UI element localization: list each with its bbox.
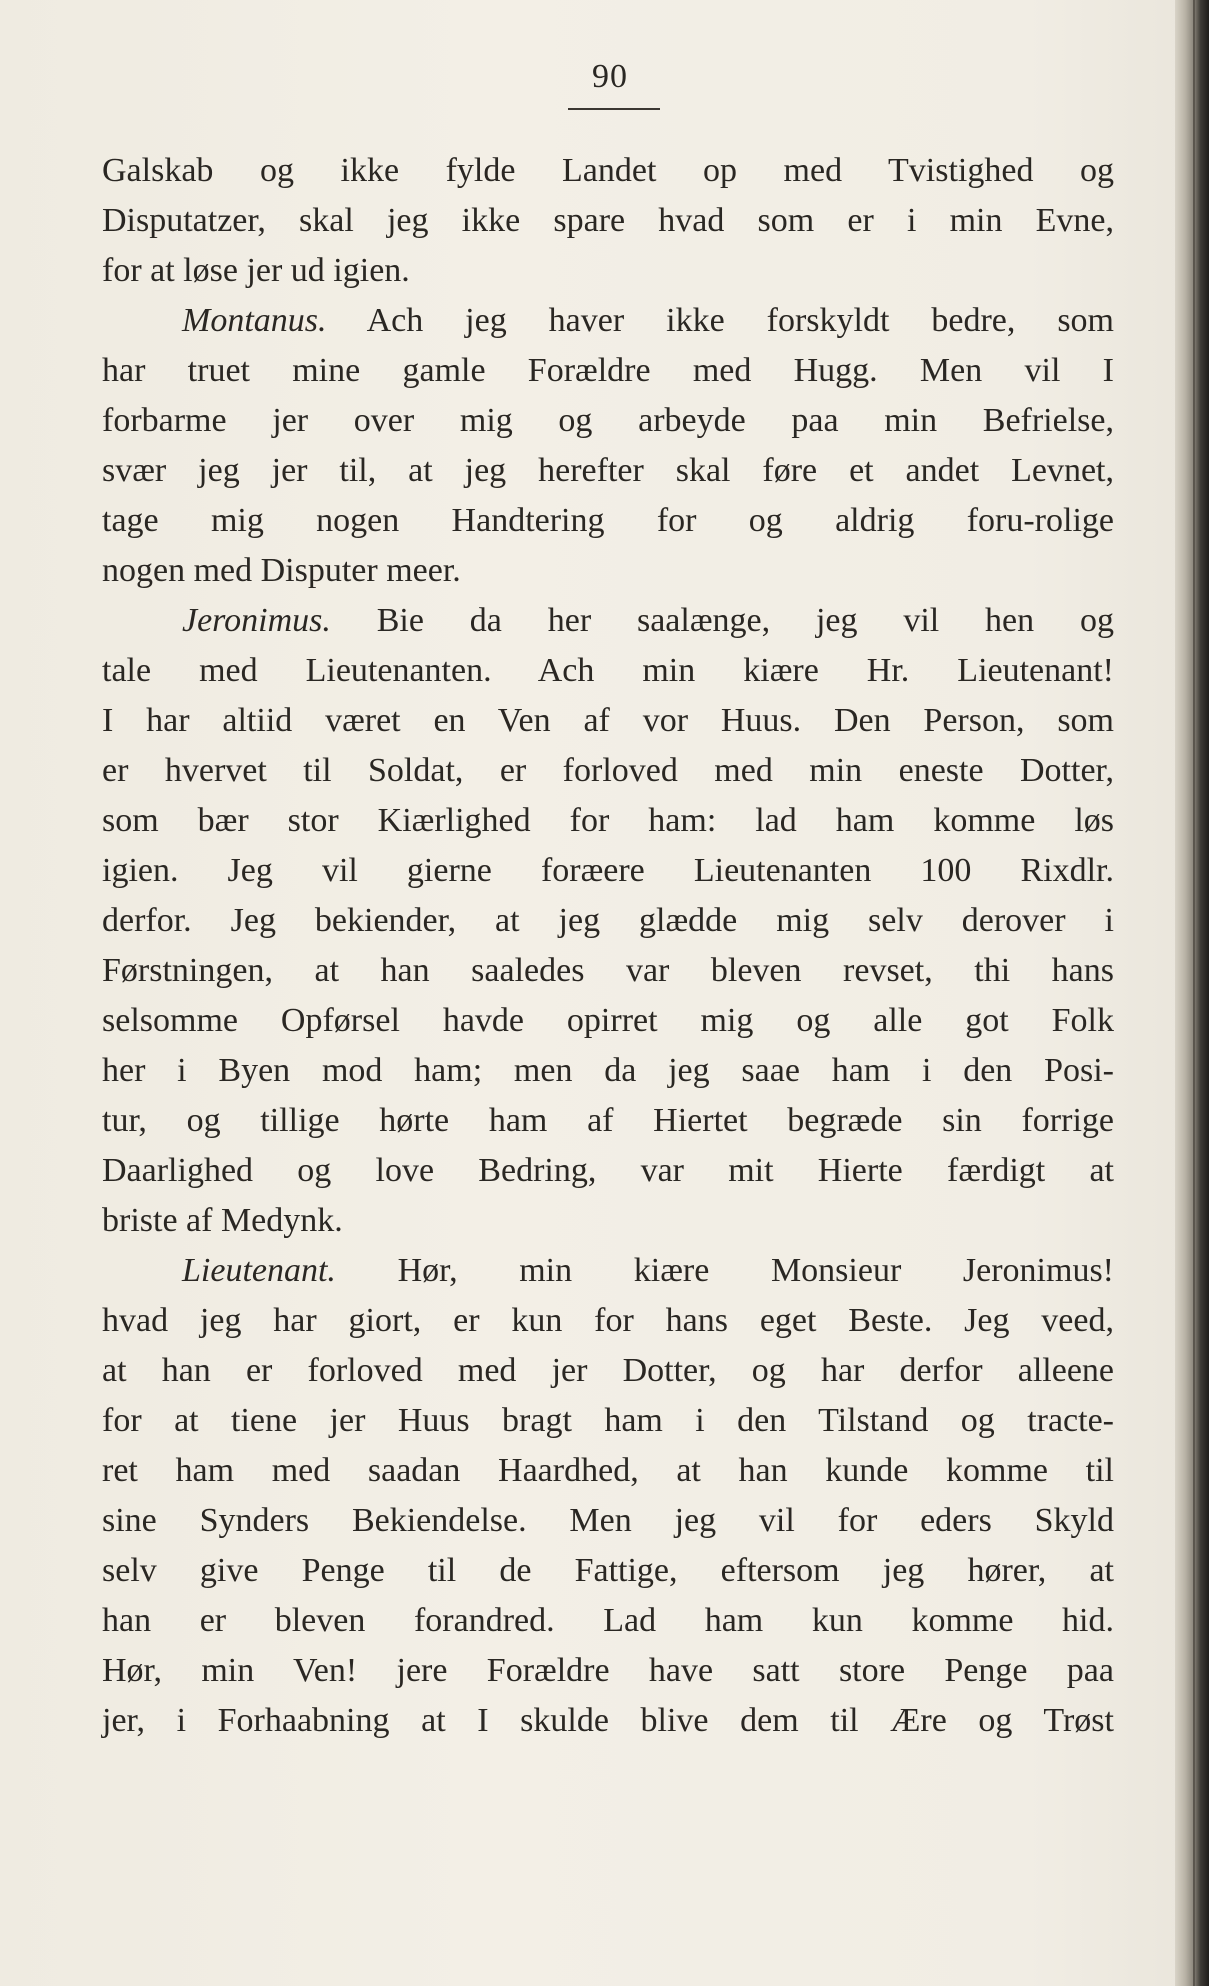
text-line: her i Byen mod ham; men da jeg saae ham i den Posi- bbox=[102, 1052, 1114, 1089]
page-binding-edge bbox=[1175, 0, 1209, 1986]
text-line: tur, og tillige hørte ham af Hiertet begræde sin forrige bbox=[102, 1102, 1114, 1139]
text-line: Førstningen, at han saaledes var bleven revset, thi hans bbox=[102, 952, 1114, 989]
text-line: er hvervet til Soldat, er forloved med min eneste Dotter, bbox=[102, 752, 1114, 789]
text-line: igien. Jeg vil gierne foræere Lieutenanten 100 Rixdlr. bbox=[102, 852, 1114, 889]
page-number: 90 bbox=[592, 58, 628, 95]
speech-line-montanus: Montanus. Ach jeg haver ikke forskyldt bedre, som bbox=[182, 302, 1114, 339]
text-line: har truet mine gamle Forældre med Hugg. Men vil I bbox=[102, 352, 1114, 389]
text-line: selv give Penge til de Fattige, eftersom jeg hører, at bbox=[102, 1552, 1114, 1589]
text-line: for at tiene jer Huus bragt ham i den Tilstand og tracte- bbox=[102, 1402, 1114, 1439]
text-line: Hør, min Ven! jere Forældre have satt store Penge paa bbox=[102, 1652, 1114, 1689]
speech-line-jeronimus: Jeronimus. Bie da her saalænge, jeg vil hen og bbox=[182, 602, 1114, 639]
text-line: selsomme Opførsel havde opirret mig og alle got Folk bbox=[102, 1002, 1114, 1039]
text-line: svær jeg jer til, at jeg herefter skal føre et andet Levnet, bbox=[102, 452, 1114, 489]
text-line: for at løse jer ud igien. bbox=[102, 252, 410, 289]
speech-line-lieutenant: Lieutenant. Hør, min kiære Monsieur Jeronimus! bbox=[182, 1252, 1114, 1289]
text-line: han er bleven forandred. Lad ham kun komme hid. bbox=[102, 1602, 1114, 1639]
text-line: forbarme jer over mig og arbeyde paa min Befrielse, bbox=[102, 402, 1114, 439]
text-line: derfor. Jeg bekiender, at jeg glædde mig selv derover i bbox=[102, 902, 1114, 939]
text-line: tale med Lieutenanten. Ach min kiære Hr. Lieutenant! bbox=[102, 652, 1114, 689]
speaker-name: Montanus. bbox=[182, 302, 327, 339]
text-line: Daarlighed og love Bedring, var mit Hierte færdigt at bbox=[102, 1152, 1114, 1189]
page-number-rule bbox=[568, 108, 660, 110]
text-line: sine Synders Bekiendelse. Men jeg vil for eders Skyld bbox=[102, 1502, 1114, 1539]
text-line: at han er forloved med jer Dotter, og har derfor alleene bbox=[102, 1352, 1114, 1389]
text-line: Galskab og ikke fylde Landet op med Tvistighed og bbox=[102, 152, 1114, 189]
speaker-name: Lieutenant. bbox=[182, 1252, 336, 1289]
body-text bbox=[102, 146, 1114, 1746]
text-line: Disputatzer, skal jeg ikke spare hvad som er i min Evne, bbox=[102, 202, 1114, 239]
speaker-name: Jeronimus. bbox=[182, 602, 331, 639]
text-line: hvad jeg har giort, er kun for hans eget Beste. Jeg veed, bbox=[102, 1302, 1114, 1339]
text-line: I har altiid været en Ven af vor Huus. Den Person, som bbox=[102, 702, 1114, 739]
text-line: tage mig nogen Handtering for og aldrig foru-rolige bbox=[102, 502, 1114, 539]
text-line: som bær stor Kiærlighed for ham: lad ham komme løs bbox=[102, 802, 1114, 839]
text-line: briste af Medynk. bbox=[102, 1202, 343, 1239]
text-line: ret ham med saadan Haardhed, at han kunde komme til bbox=[102, 1452, 1114, 1489]
page-binding-line bbox=[1193, 0, 1195, 1986]
text-line: nogen med Disputer meer. bbox=[102, 552, 461, 589]
text-line: jer, i Forhaabning at I skulde blive dem til Ære og Trøst bbox=[102, 1702, 1114, 1739]
